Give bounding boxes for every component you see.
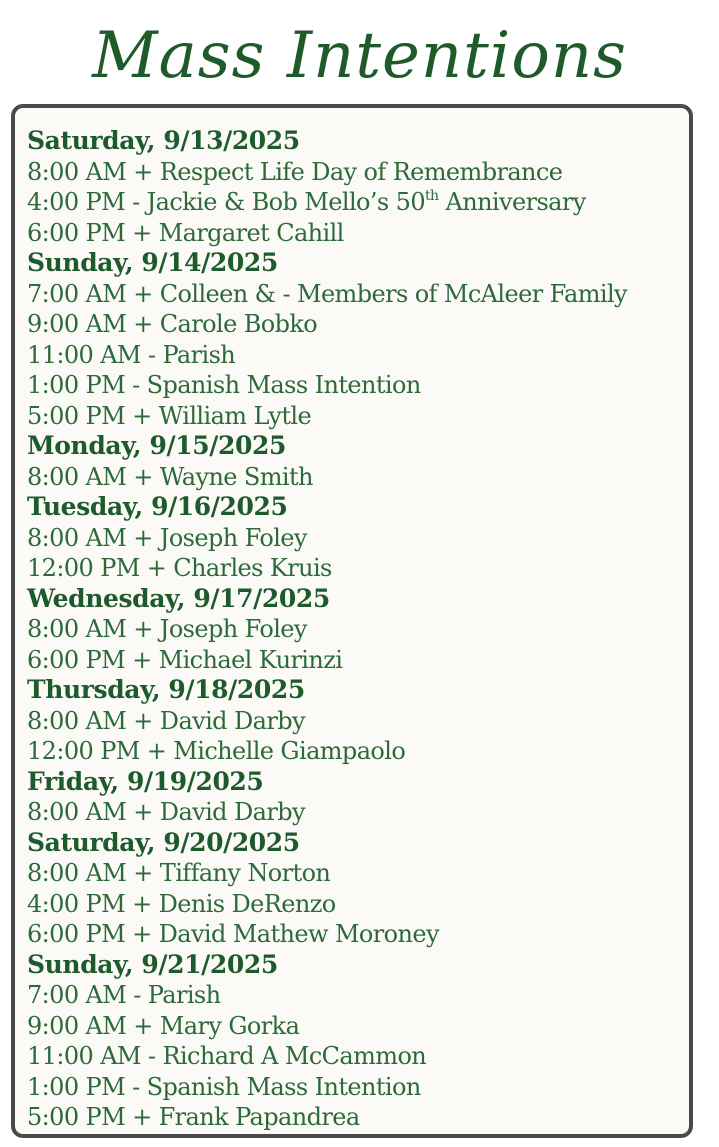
intention-text: 4:00 PM - Jackie & Bob Mello’s 50: [27, 188, 425, 216]
day-heading: Thursday, 9/18/2025: [27, 675, 305, 704]
intention-item: [27, 462, 687, 493]
intention-item: [27, 279, 687, 310]
day-heading: Wednesday, 9/17/2025: [27, 583, 330, 613]
intention-text: 11:00 AM - Parish: [27, 340, 236, 369]
day-heading: Saturday, 9/13/2025: [27, 126, 300, 155]
intention-text: 7:00 AM - Parish: [27, 981, 221, 1009]
intention-item: [27, 1011, 687, 1042]
intention-text: 8:00 AM + David Darby: [27, 706, 305, 735]
intention-item: [27, 1041, 687, 1072]
intention-text: 8:00 AM + Respect Life Day of Remembrance: [27, 157, 563, 186]
intention-text: 9:00 AM + Carole Bobko: [27, 310, 318, 338]
intention-text: 8:00 AM + Joseph Foley: [27, 615, 307, 643]
intention-text: 5:00 PM + Frank Papandrea: [27, 1103, 360, 1131]
intention-text: 12:00 PM + Charles Kruis: [27, 554, 332, 582]
intention-item: [27, 370, 687, 401]
intention-text: 1:00 PM - Spanish Mass Intention: [27, 371, 421, 399]
intention-item: [27, 523, 687, 554]
intention-item: [27, 980, 687, 1011]
intention-item: [27, 157, 687, 188]
intention-text: 1:00 PM - Spanish Mass Intention: [27, 1072, 421, 1101]
intention-text: 8:00 AM + Tiffany Norton: [27, 859, 331, 887]
intention-text: 6:00 PM + Margaret Cahill: [27, 218, 344, 247]
intention-item: [27, 187, 687, 218]
intention-item: [27, 614, 687, 645]
day-heading: Sunday, 9/21/2025: [27, 949, 278, 979]
intention-text: 9:00 AM + Mary Gorka: [27, 1011, 300, 1040]
intentions-list: [27, 126, 687, 1133]
intention-text: 5:00 PM + William Lytle: [27, 401, 312, 430]
intention-text: 8:00 AM + David Darby: [27, 798, 305, 826]
intention-text: 12:00 PM + Michelle Giampaolo: [27, 737, 406, 765]
intention-text-continued: Anniversary: [438, 188, 586, 216]
intention-item: [27, 919, 687, 950]
intention-item: [27, 736, 687, 767]
intention-item: [27, 645, 687, 676]
intention-item: [27, 553, 687, 584]
ordinal-suffix: th: [425, 188, 439, 204]
day-heading: Monday, 9/15/2025: [27, 431, 286, 460]
day-heading: Tuesday, 9/16/2025: [27, 492, 288, 521]
intention-text: 7:00 AM + Colleen & - Members of McAleer Family: [27, 279, 627, 308]
intention-text: 4:00 PM + Denis DeRenzo: [27, 889, 336, 918]
day-heading: Sunday, 9/14/2025: [27, 248, 278, 277]
intention-item: [27, 340, 687, 371]
page-title: Mass Intentions: [92, 19, 627, 93]
intention-item: [27, 1102, 687, 1133]
day-heading: Saturday, 9/20/2025: [27, 827, 300, 857]
intention-text: 6:00 PM + Michael Kurinzi: [27, 645, 343, 674]
intention-item: [27, 889, 687, 920]
day-heading: Friday, 9/19/2025: [27, 766, 264, 796]
intention-text: 6:00 PM + David Mathew Moroney: [27, 920, 439, 948]
intention-text: 11:00 AM - Richard A McCammon: [27, 1042, 427, 1070]
intention-item: [27, 218, 687, 249]
intention-text: 8:00 AM + Wayne Smith: [27, 462, 313, 491]
intention-item: [27, 309, 687, 340]
intention-text: 8:00 AM + Joseph Foley: [27, 523, 307, 552]
intention-item: [27, 1072, 687, 1103]
intention-item: [27, 797, 687, 828]
intentions-panel: [11, 104, 693, 1138]
intention-item: [27, 858, 687, 889]
intention-item: [27, 401, 687, 432]
intention-item: [27, 706, 687, 737]
